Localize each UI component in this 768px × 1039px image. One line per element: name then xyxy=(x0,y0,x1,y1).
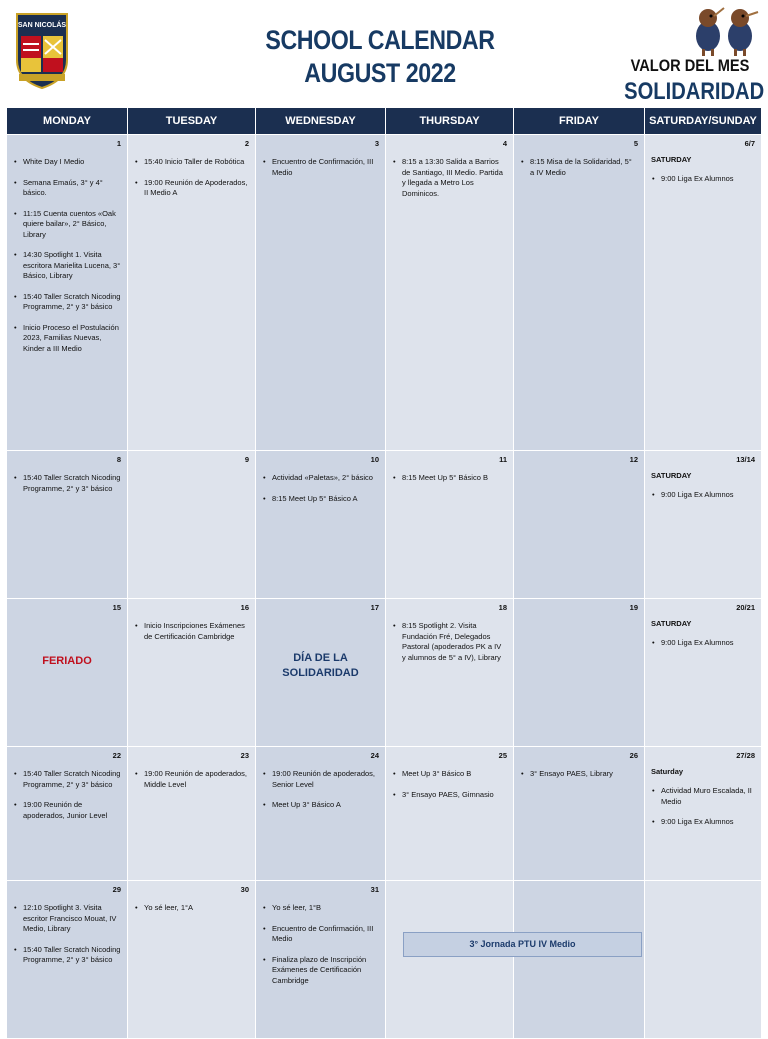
header-tuesday: TUESDAY xyxy=(128,108,256,135)
event-item: • Yo sé leer, 1°A xyxy=(144,903,249,914)
day-number: 20/21 xyxy=(736,603,755,612)
event-list xyxy=(128,621,255,642)
event-item: • Yo sé leer, 1°B xyxy=(272,903,379,914)
day-cell xyxy=(128,135,256,451)
header-monday: MONDAY xyxy=(7,108,128,135)
event-list xyxy=(645,638,761,649)
page-title xyxy=(240,24,520,90)
day-number: 22 xyxy=(112,751,121,760)
event-item: • 9:00 Liga Ex Alumnos xyxy=(661,817,755,828)
day-cell xyxy=(386,747,514,881)
holiday-label: FERIADO xyxy=(42,655,92,667)
weekend-label: Saturday xyxy=(651,767,684,776)
day-cell xyxy=(7,881,128,1039)
day-cell xyxy=(256,747,386,881)
day-cell xyxy=(386,881,514,1039)
event-item: • 3° Ensayo PAES, Gimnasio xyxy=(402,790,507,801)
day-cell xyxy=(386,451,514,599)
day-cell xyxy=(256,881,386,1039)
event-item: • Meet Up 3° Básico A xyxy=(272,800,379,811)
day-cell xyxy=(514,451,645,599)
day-cell xyxy=(645,451,762,599)
day-number: 27/28 xyxy=(736,751,755,760)
calendar-grid xyxy=(6,107,761,1012)
day-number: 8 xyxy=(116,455,121,464)
day-cell xyxy=(645,747,762,881)
weekend-label: SATURDAY xyxy=(651,155,692,164)
event-item: • 11:15 Cuenta cuentos «Oak quiere bailar», 2° Básico, Library xyxy=(23,209,121,241)
day-number: 16 xyxy=(240,603,249,612)
day-cell xyxy=(128,451,256,599)
event-list xyxy=(386,473,513,484)
event-item: • 8:15 Misa de la Solidaridad, 5° a IV Medio xyxy=(530,157,638,178)
valor-del-mes-label: VALOR DEL MES xyxy=(630,56,750,75)
event-item: • 8:15 Spotlight 2. Visita Fundación Fré, Delegados Pastoral (apoderados PK a IV y alumnos de 5° a IV), Library xyxy=(402,621,507,663)
event-item: • 8:15 Meet Up 5° Básico B xyxy=(402,473,507,484)
event-item: • Encuentro de Confirmación, III Medio xyxy=(272,924,379,945)
event-item: • 3° Ensayo PAES, Library xyxy=(530,769,638,780)
crest-text: SAN NICOLÁS xyxy=(17,22,67,29)
day-number: 12 xyxy=(629,455,638,464)
event-list xyxy=(514,157,644,178)
day-cell xyxy=(7,599,128,747)
day-number: 18 xyxy=(498,603,507,612)
event-list xyxy=(7,157,127,354)
event-list xyxy=(645,490,761,501)
event-item: • 15:40 Inicio Taller de Robótica xyxy=(144,157,249,168)
special-day-line-2: SOLIDARIDAD xyxy=(282,667,359,679)
day-cell xyxy=(386,135,514,451)
event-item: • Encuentro de Confirmación, III Medio xyxy=(272,157,379,178)
day-number: 3 xyxy=(374,139,379,148)
event-item: • 9:00 Liga Ex Alumnos xyxy=(661,638,755,649)
day-number: 25 xyxy=(498,751,507,760)
event-list xyxy=(386,157,513,199)
weekday-header-row xyxy=(7,108,762,135)
school-crest-logo xyxy=(13,10,71,90)
day-cell xyxy=(514,135,645,451)
event-item: • 19:00 Reunión de apoderados, Senior Level xyxy=(272,769,379,790)
day-number: 6/7 xyxy=(744,139,755,148)
day-cell xyxy=(256,135,386,451)
weekend-label: SATURDAY xyxy=(651,619,692,628)
day-cell xyxy=(7,135,128,451)
event-item: • 9:00 Liga Ex Alumnos xyxy=(661,174,755,185)
day-number: 31 xyxy=(370,885,379,894)
day-number: 10 xyxy=(370,455,379,464)
event-list xyxy=(128,157,255,199)
day-number: 19 xyxy=(629,603,638,612)
day-number: 29 xyxy=(112,885,121,894)
event-item: • 9:00 Liga Ex Alumnos xyxy=(661,490,755,501)
event-item: • Inicio Proceso el Postulación 2023, Familias Nuevas, Kinder a III Medio xyxy=(23,323,121,355)
event-item: • Finaliza plazo de Inscripción Exámenes de Certificación Cambridge xyxy=(272,955,379,987)
event-list xyxy=(256,473,385,504)
header-friday: FRIDAY xyxy=(514,108,645,135)
event-list xyxy=(7,903,127,966)
kiwi-mascots-image xyxy=(690,4,760,58)
day-number: 11 xyxy=(499,455,507,464)
page-header xyxy=(0,0,768,106)
title-line-2: AUGUST 2022 xyxy=(304,58,456,88)
valor-del-mes-value: SOLIDARIDAD xyxy=(624,78,765,105)
day-number: 4 xyxy=(502,139,507,148)
day-cell xyxy=(7,451,128,599)
header-thursday: THURSDAY xyxy=(386,108,514,135)
day-cell xyxy=(514,747,645,881)
day-cell xyxy=(256,599,386,747)
day-cell xyxy=(645,599,762,747)
event-list xyxy=(128,769,255,790)
event-list xyxy=(645,786,761,828)
event-item: • Inicio Inscripciones Exámenes de Certificación Cambridge xyxy=(144,621,249,642)
day-number: 30 xyxy=(240,885,249,894)
event-item: • Semana Emaús, 3° y 4° básico. xyxy=(23,178,121,199)
ptu-banner: 3° Jornada PTU IV Medio xyxy=(403,932,642,957)
event-list xyxy=(645,174,761,185)
event-list xyxy=(256,769,385,811)
title-line-1: SCHOOL CALENDAR xyxy=(265,25,495,55)
week-row xyxy=(7,599,762,747)
event-item: • 8:15 Meet Up 5° Básico A xyxy=(272,494,379,505)
week-row xyxy=(7,451,762,599)
event-item: • 19:00 Reunión de Apoderados, II Medio A xyxy=(144,178,249,199)
event-item: • Actividad «Paletas», 2° básico xyxy=(272,473,379,484)
weekend-label: SATURDAY xyxy=(651,471,692,480)
week-row xyxy=(7,135,762,451)
special-day-line-1: DÍA DE LA xyxy=(293,652,348,664)
day-cell xyxy=(514,881,645,1039)
day-cell xyxy=(514,599,645,747)
day-cell xyxy=(645,881,762,1039)
day-cell xyxy=(256,451,386,599)
day-cell xyxy=(128,599,256,747)
event-item: • 15:40 Taller Scratch Nicoding Programme, 2° y 3° básico xyxy=(23,769,121,790)
event-item: • 8:15 a 13:30 Salida a Barrios de Santiago, III Medio. Partida y llegada a Metro Los Dominicos. xyxy=(402,157,507,199)
event-item: • 15:40 Taller Scratch Nicoding Programme, 2° y 3° básico xyxy=(23,292,121,313)
event-item: • 12:10 Spotlight 3. Visita escritor Francisco Mouat, IV Medio, Library xyxy=(23,903,121,935)
day-number: 24 xyxy=(370,751,379,760)
event-list xyxy=(7,473,127,494)
week-row xyxy=(7,881,762,1039)
event-item: • Actividad Muro Escalada, II Medio xyxy=(661,786,755,807)
day-number: 13/14 xyxy=(736,455,755,464)
day-number: 15 xyxy=(112,603,121,612)
event-list xyxy=(386,769,513,800)
day-number: 26 xyxy=(629,751,638,760)
event-list xyxy=(128,903,255,914)
day-number: 9 xyxy=(244,455,249,464)
event-item: • White Day I Medio xyxy=(23,157,121,168)
week-row xyxy=(7,747,762,881)
day-cell xyxy=(386,599,514,747)
event-list xyxy=(514,769,644,780)
event-item: • 19:00 Reunión de apoderados, Junior Level xyxy=(23,800,121,821)
header-weekend: SATURDAY/SUNDAY xyxy=(645,108,762,135)
day-cell xyxy=(128,747,256,881)
day-number xyxy=(645,881,761,895)
special-day-label xyxy=(256,651,385,681)
event-list xyxy=(7,769,127,821)
day-number: 5 xyxy=(633,139,638,148)
event-item: • 15:40 Taller Scratch Nicoding Programme, 2° y 3° básico xyxy=(23,945,121,966)
event-list xyxy=(256,157,385,178)
day-number xyxy=(386,881,513,895)
day-number: 1 xyxy=(116,139,121,148)
event-item: • 19:00 Reunión de apoderados, Middle Level xyxy=(144,769,249,790)
header-wednesday: WEDNESDAY xyxy=(256,108,386,135)
event-list xyxy=(256,903,385,986)
event-item: • 15:40 Taller Scratch Nicoding Programme, 2° y 3° básico xyxy=(23,473,121,494)
day-number: 17 xyxy=(370,603,379,612)
day-number xyxy=(514,881,644,895)
day-cell xyxy=(645,135,762,451)
event-item: • Meet Up 3° Básico B xyxy=(402,769,507,780)
event-item: • 14:30 Spotlight 1. Visita escritora Marielita Lucena, 3° Básico, Library xyxy=(23,250,121,282)
day-cell xyxy=(7,747,128,881)
day-cell xyxy=(128,881,256,1039)
day-number: 23 xyxy=(240,751,249,760)
day-number: 2 xyxy=(244,139,249,148)
event-list xyxy=(386,621,513,663)
